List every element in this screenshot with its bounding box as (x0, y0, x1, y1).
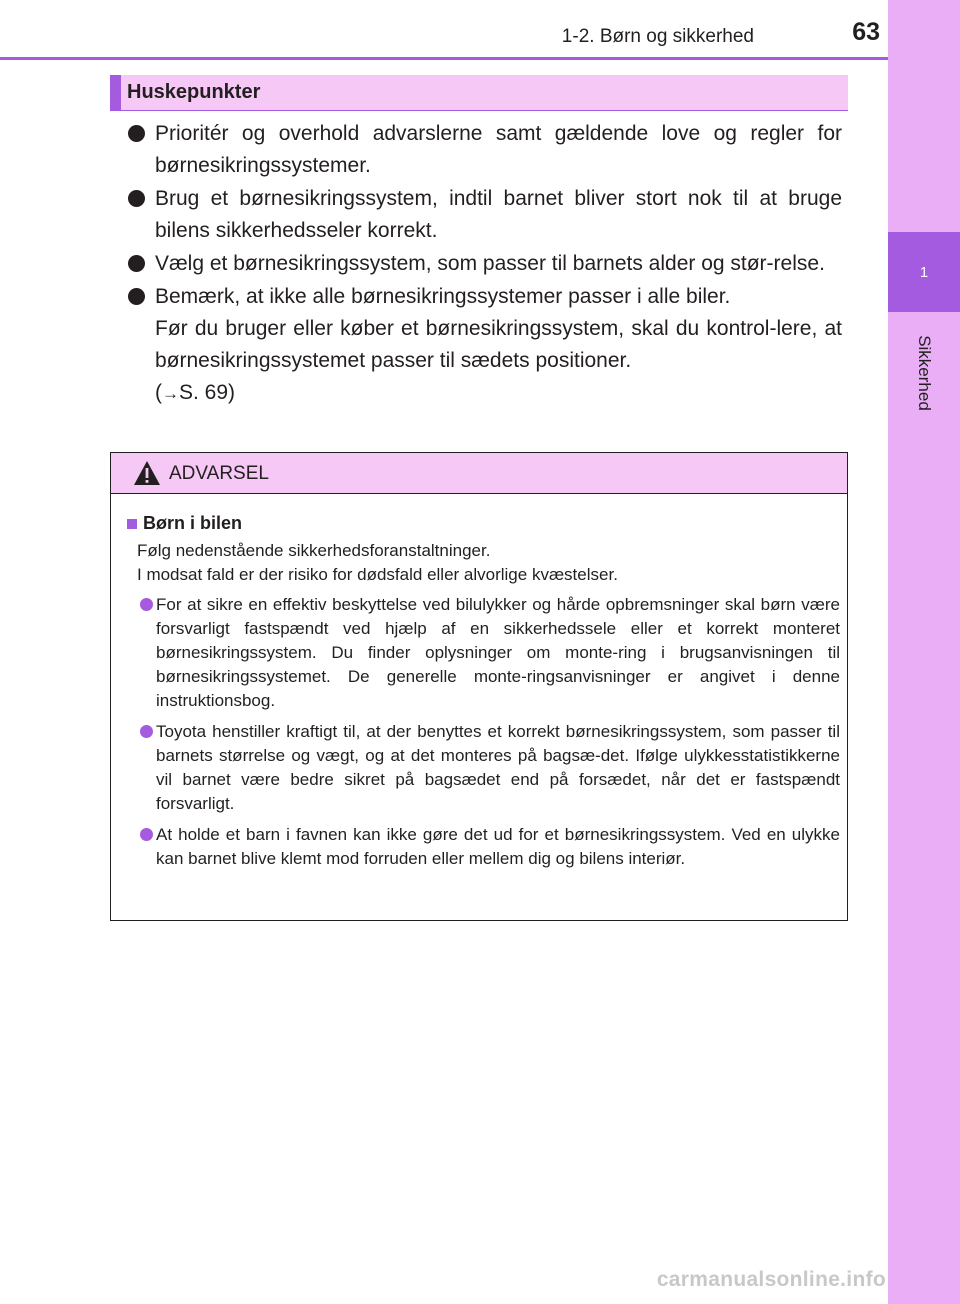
list-item (126, 281, 842, 410)
watermark: carmanualsonline.info (656, 1268, 886, 1291)
list-item-continuation: Før du bruger eller køber et børnesikringssystem, skal du kontrol-lere, at børnesikringssystemet passer til sædets positioner. (155, 317, 842, 372)
list-item (127, 720, 840, 816)
bullet-icon (128, 288, 145, 305)
page-reference[interactable] (155, 377, 842, 410)
header-rule (0, 57, 888, 60)
chapter-number: 1 (919, 263, 929, 281)
list-item (127, 823, 840, 871)
bullet-icon (140, 828, 153, 841)
warning-triangle-icon (133, 460, 161, 486)
list-item-text: Bemærk, at ikke alle børnesikringssystemer passer i alle biler. (155, 285, 731, 308)
bullet-icon (128, 190, 145, 207)
warning-intro-line: Følg nedenstående sikkerhedsforanstaltninger. (137, 541, 491, 560)
bullet-icon (128, 255, 145, 272)
list-item (126, 248, 842, 280)
warning-header (111, 453, 847, 494)
side-tab-strip (888, 0, 960, 1304)
chapter-tab-number (888, 232, 960, 312)
warning-list (127, 593, 840, 871)
chapter-label: Sikkerhed (915, 335, 935, 411)
chapter-tab-label (888, 318, 960, 428)
huskepunkter-heading-box (110, 75, 848, 111)
bullet-icon (140, 725, 153, 738)
warning-intro (127, 539, 840, 587)
huskepunkter-list (126, 118, 842, 411)
page-number: 63 (852, 18, 880, 46)
reference-open-paren: ( (155, 381, 162, 404)
list-item (126, 118, 842, 182)
list-item-text: Toyota henstiller kraftigt til, at der benyttes et korrekt børnesikringssystem, som passer til barnets størrelse og vægt, og at det monteres på bagsæ-det. Ifølge ulykkesstatistikkerne vil barnet være bedre sikret på bagsædet end på forsædet, når det er fastspændt forsvarligt. (156, 722, 840, 813)
section-title: 1-2. Børn og sikkerhed (561, 26, 754, 47)
arrow-right-icon: → (162, 384, 179, 403)
warning-subheading-text: Børn i bilen (143, 513, 242, 533)
bullet-icon (140, 598, 153, 611)
list-item-text: At holde et barn i favnen kan ikke gøre det ud for et børnesikringssystem. Ved en ulykke kan barnet blive klemt mod forruden eller mellem dig og bilens interiør. (156, 825, 840, 868)
bullet-icon (128, 125, 145, 142)
huskepunkter-title: Huskepunkter (127, 81, 261, 103)
reference-text: S. 69) (179, 381, 236, 404)
list-item-text: Vælg et børnesikringssystem, som passer til barnets alder og stør-relse. (155, 252, 825, 275)
warning-subheading (127, 511, 840, 535)
warning-box (110, 452, 848, 921)
list-item-text: Prioritér og overhold advarslerne samt gældende love og regler for børnesikringssystemer. (155, 122, 842, 177)
list-item-text: For at sikre en effektiv beskyttelse ved bilulykker og hårde opbremsninger skal børn være forsvarligt fastspændt ved hjælp af en sikkerhedssele eller et korrekt monteret børnesikringssystem. Du finder oplysninger om monte-ring i brugsanvisningen til børnesikringssystemet. De generelle monte-ringsanvisninger er angivet i denne instruktionsbog. (156, 595, 840, 710)
list-item (126, 183, 842, 247)
warning-intro-line: I modsat fald er der risiko for dødsfald eller alvorlige kvæstelser. (137, 565, 618, 584)
warning-label: ADVARSEL (169, 463, 269, 484)
list-item-text: Brug et børnesikringssystem, indtil barnet bliver stort nok til at bruge bilens sikkerhedsseler korrekt. (155, 187, 842, 242)
warning-body (127, 511, 840, 878)
list-item (127, 593, 840, 713)
heading-accent-bar (110, 75, 121, 110)
square-bullet-icon (127, 519, 137, 529)
